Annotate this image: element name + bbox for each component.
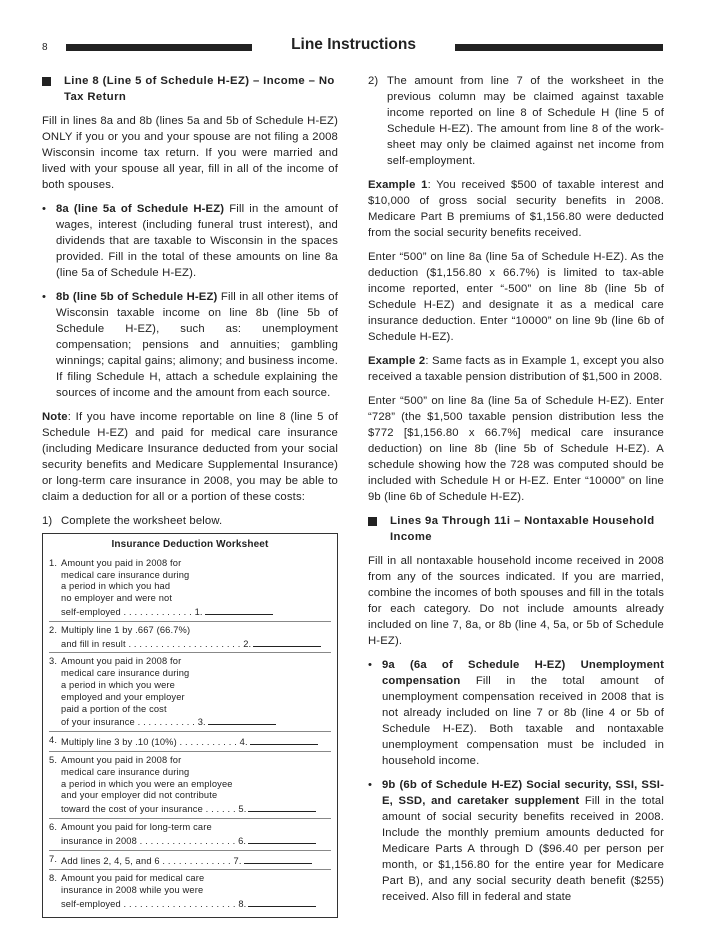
worksheet-line (49, 621, 331, 653)
page-title: Line Instructions (291, 36, 416, 53)
bullet-dot-icon: • (42, 291, 47, 303)
header-rule-right (455, 44, 663, 51)
note-paragraph (42, 409, 338, 505)
note-label: Note (42, 411, 68, 423)
example-1-enter: Enter “500” on line 8a (line 5a of Schedule H-EZ). As the deduction ($1,156.80 x 66.7%) is limited to tax-able income reported, enter “-500” on line 8b (line 5b of Schedule H-EZ) and designate it as a medical care insurance deduction. Enter “10000” on line 9b (line 6b of Schedule H-EZ). (368, 251, 664, 343)
worksheet-amount-field[interactable] (248, 897, 316, 907)
worksheet-line-text-part: self-employed . . . . . . . . . . . . . 1. (61, 606, 203, 617)
worksheet-amount-field[interactable] (205, 605, 273, 615)
worksheet-amount-field[interactable] (244, 854, 312, 864)
bullet-dot-icon: • (368, 779, 373, 791)
worksheet-line-text-part: a period in which you were an employee (61, 778, 233, 789)
worksheet-line-text-part: Amount you paid in 2008 for (61, 557, 182, 568)
worksheet-line-number: 8. (49, 873, 58, 884)
worksheet-line-text-part: medical care insurance during (61, 668, 190, 679)
section-heading-text: Lines 9a Through 11i – Nontaxable Household Income (390, 515, 655, 543)
step-2 (368, 73, 664, 169)
step-2-number: 2) (368, 75, 379, 87)
worksheet-line-text-part: a period in which you were (61, 679, 175, 690)
worksheet-amount-field[interactable] (253, 637, 321, 647)
worksheet-line-text-part: employed and your employer (61, 691, 185, 702)
example-2-text: : Same facts as in Example 1, except you also received a taxable pension distribution of $1,500 in 2008. (368, 355, 664, 383)
bullet-9b-label: 9b (6b of Schedule H-EZ) Social security, SSI, SSI-E, SSD, and caretaker supplement (382, 779, 664, 807)
right-column (368, 73, 664, 913)
left-column (42, 73, 338, 918)
bullet-8a-label: 8a (line 5a of Schedule H-EZ) (56, 203, 225, 215)
example-2-label: Example 2 (368, 355, 426, 367)
worksheet-line-text-part: Multiply line 3 by .10 (10%) . . . . . . . . . . . 4. (61, 737, 248, 748)
worksheet-amount-field[interactable] (208, 715, 276, 725)
example-1-text: : You received $500 of taxable interest and $10,000 of gross social security benefits in 2008. Medicare Part B premiums of $1,156.80 were deducted from the social security benefits received. (368, 179, 664, 239)
section-heading-lines-9a-11i (368, 513, 664, 545)
worksheet-line (49, 731, 331, 751)
worksheet-line-text (61, 656, 331, 729)
worksheet-line-text-part: Amount you paid for long-term care (61, 821, 212, 832)
worksheet-line-text-part: and fill in result . . . . . . . . . . . . . . . . . . . . . 2. (61, 638, 252, 649)
worksheet-amount-field[interactable] (248, 834, 316, 844)
page-number: 8 (42, 42, 48, 53)
worksheet-line-number: 7. (49, 853, 58, 864)
step-1-text: Complete the worksheet below. (61, 515, 223, 527)
bullet-8a (42, 201, 338, 281)
worksheet-line-text-part: paid a portion of the cost (61, 703, 167, 714)
worksheet-line-text-part: Amount you paid for medical care (61, 873, 205, 884)
worksheet-line-text (61, 735, 331, 749)
bullet-9b-text: Fill in the total amount of social security benefits received in 2008. Include the monthly premium amounts deducted for Medicare Parts A through D ($96.40 per person per month, or $1,156.80 for the entire year for Medicare Part B), and any social security death benefit ($255) received. Also fill in federal and state (382, 795, 664, 903)
worksheet-line-text-part: medical care insurance during (61, 569, 190, 580)
example-1 (368, 177, 664, 241)
example-2-enter: Enter “500” on line 8a (line 5a of Schedule H-EZ). Enter “728” (the $1,500 taxable pension distribution less the $772 [$1,156.80 x 66.7%] medical care insurance deduction) on line 8b (line 5b of Schedule H-EZ). A schedule showing how the 728 was computed should be included with Schedule H or H-EZ. Enter “10000” on line 9b (line 6b of Schedule H-EZ). (368, 395, 664, 503)
worksheet-amount-field[interactable] (248, 802, 316, 812)
worksheet-line-text-part: insurance in 2008 . . . . . . . . . . . . . . . . . . 6. (61, 835, 247, 846)
worksheet-line-text-part: and your employer did not contribute (61, 790, 218, 801)
worksheet-line (49, 850, 331, 870)
worksheet-line (49, 751, 331, 818)
example-1-label: Example 1 (368, 179, 428, 191)
step-1-number: 1) (42, 515, 53, 527)
bullet-9a-text: Fill in the total amount of unemployment compensation received in 2008 that is not already included on line 7 or 8b (line 4 or 5b of Schedule H-EZ). Both taxable and nontaxable unemployment compensation must be included in household income. (382, 675, 664, 767)
worksheet-line (49, 869, 331, 912)
worksheet-line-text (61, 755, 331, 816)
worksheet-line (49, 555, 331, 621)
worksheet-line-text-part: a period in which you had (61, 581, 171, 592)
worksheet-line-number: 6. (49, 821, 58, 832)
square-bullet-icon (368, 517, 377, 526)
bullet-9b (368, 777, 664, 905)
worksheet-amount-field[interactable] (250, 735, 318, 745)
worksheet-line-text (61, 873, 331, 910)
worksheet-line-number: 2. (49, 624, 58, 635)
paragraph-nontaxable-intro: Fill in all nontaxable household income received in 2008 from any of the sources indicated. If you are married, combine the incomes of both spouses and fill in the totals for each category. Do not include amounts already included on line 7, 8a, or 8b (line 4, 5a, or 5b of Schedule H-EZ). (368, 555, 664, 647)
worksheet-line-number: 3. (49, 656, 58, 667)
worksheet-line-text-part: self-employed . . . . . . . . . . . . . . . . . . . . . 8. (61, 898, 247, 909)
header-rule-left (66, 44, 252, 51)
worksheet-line-text (61, 854, 331, 868)
worksheet-line-text-part: Amount you paid in 2008 for (61, 656, 182, 667)
step-1 (42, 513, 338, 529)
bullet-8b-label: 8b (line 5b of Schedule H-EZ) (56, 291, 218, 303)
worksheet-title: Insurance Deduction Worksheet (111, 539, 269, 550)
worksheet-line-text-part: of your insurance . . . . . . . . . . . 3. (61, 717, 206, 728)
worksheet-line-number: 4. (49, 735, 58, 746)
worksheet-line-text-part: insurance in 2008 while you were (61, 885, 204, 896)
bullet-8b-text: Fill in all other items of Wisconsin taxable income on line 8b (line 5b of Schedule H-EZ), such as: unemployment compensation; pensions and annuities; gambling winnings; capital gains; alimony; and business income. If filing Schedule H, attach a schedule explaining the sources of income and the amount from each source. (56, 291, 338, 399)
insurance-deduction-worksheet (42, 533, 338, 918)
example-2 (368, 353, 664, 385)
worksheet-line-text-part: medical care insurance during (61, 766, 190, 777)
bullet-9a (368, 657, 664, 769)
bullet-9a-label: 9a (6a of Schedule H-EZ) Unemployment compensation (382, 659, 664, 687)
note-text: : If you have income reportable on line 8 (line 5 of Schedule H-EZ) and paid for medical care insurance (including Medicare Insurance deducted from your social security benefits and Medicare Supplemental Insurance) or long-term care insurance in 2008, you may be able to claim a deduction for all or a portion of these costs: (42, 411, 338, 503)
worksheet-line-text (61, 625, 331, 651)
worksheet-line-number: 5. (49, 754, 58, 765)
worksheet-line (49, 818, 331, 850)
section-heading-text: Line 8 (Line 5 of Schedule H-EZ) – Income – No Tax Return (64, 75, 335, 103)
paragraph-intro: Fill in lines 8a and 8b (lines 5a and 5b of Schedule H-EZ) ONLY if you or you and your spouse are not filing a 2008 Wisconsin income tax return. If you were married and lived with your spouse all year, fill in all of the income of both spouses. (42, 115, 338, 191)
bullet-dot-icon: • (42, 203, 47, 215)
square-bullet-icon (42, 77, 51, 86)
section-heading-line-8 (42, 73, 338, 105)
worksheet-line-text (61, 558, 331, 619)
worksheet-line-text-part: toward the cost of your insurance . . . . . . 5. (61, 804, 247, 815)
bullet-8a-text: Fill in the amount of wages, interest (including funeral trust interest), and dividends that are taxable to Wisconsin in the spaces provided. Fill in the total of these amounts on line 8a (line 5a of Schedule H-EZ). (56, 203, 338, 279)
bullet-dot-icon: • (368, 659, 373, 671)
worksheet-line-text (61, 822, 331, 848)
worksheet-line-text-part: Add lines 2, 4, 5, and 6 . . . . . . . . . . . . . 7. (61, 855, 242, 866)
worksheet-line-text-part: Amount you paid in 2008 for (61, 754, 182, 765)
step-2-text: The amount from line 7 of the worksheet in the previous column may be claimed against taxable income reported on line 8 of Schedule H (line 5 of Schedule H-EZ). The amount from line 8 of the work-sheet may only be claimed against net income from self-employment. (387, 75, 664, 167)
worksheet-line-text-part: Multiply line 1 by .667 (66.7%) (61, 624, 191, 635)
worksheet-line-text-part: no employer and were not (61, 593, 173, 604)
bullet-8b (42, 289, 338, 401)
worksheet-line (49, 652, 331, 731)
worksheet-line-number: 1. (49, 557, 58, 568)
